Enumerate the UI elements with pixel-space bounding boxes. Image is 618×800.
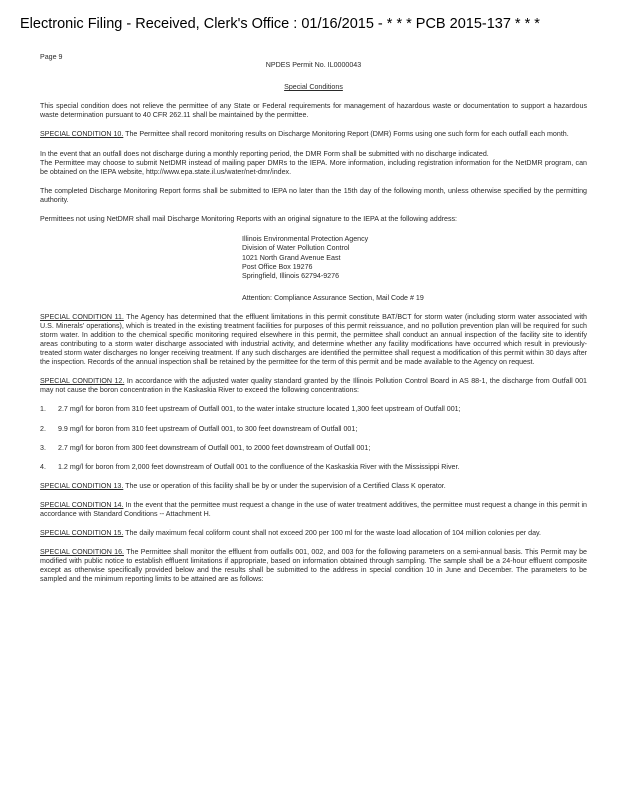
filing-header: Electronic Filing - Received, Clerk's Office : 01/16/2015 - * * * PCB 2015-137 * * * bbox=[20, 16, 540, 32]
address-line: Springfield, Illinois 62794-9276 bbox=[242, 272, 340, 281]
list-number: 1. bbox=[40, 405, 46, 414]
condition-text: The Agency has determined that the effluent limitations in this permit constitute BAT/BCT for storm water (including storm water associated with U.S. Minerals' operations), which is treated in the existing treatment facilities for purposes of this permit reissuance, and no pollution prevention plan will be required for such storm water. In addition to the chemical specific monitoring required elsewhere in this permit, the permittee shall conduct an annual inspection of the facility site to identify areas contributing to a storm water discharge associated with industrial activity, and determine whether any facility modifications have occurred which result in previously-treated storm water discharges no longer receiving treatment. If any such discharges are identified the permittee shall request a modification of this permit within 30 days after the inspection. Records of the annual inspection shall be retained by the permittee for the term of this permit and be made available to the Agency on request. bbox=[40, 312, 587, 367]
condition-text: The daily maximum fecal coliform count shall not exceed 200 per 100 ml for the waste load allocation of 104 million colonies per day. bbox=[123, 529, 542, 538]
list-number: 4. bbox=[40, 462, 46, 471]
list-text: 2.7 mg/l for boron from 310 feet upstream of Outfall 001, to the water intake structure located 1,300 feet upstream of Outfall 001; bbox=[58, 405, 461, 414]
sc10-deadline-paragraph: The completed Discharge Monitoring Report forms shall be submitted to IEPA no later than the 15th day of the following month, unless otherwise specified by the permitting authority. bbox=[40, 186, 587, 204]
mailing-address bbox=[242, 235, 587, 281]
address-line: Post Office Box 19276 bbox=[242, 263, 313, 272]
list-text: 2.7 mg/l for boron from 300 feet downstream of Outfall 001, to 2000 feet downstream of Outfall 001; bbox=[58, 443, 371, 452]
condition-text: The use or operation of this facility shall be by or under the supervision of a Certified Class K operator. bbox=[123, 481, 446, 490]
special-condition-13 bbox=[40, 482, 587, 491]
condition-label: SPECIAL CONDITION 10. bbox=[40, 130, 124, 139]
boron-limits-list bbox=[40, 405, 587, 471]
address-line: 1021 North Grand Avenue East bbox=[242, 253, 341, 262]
condition-label: SPECIAL CONDITION 12. bbox=[40, 377, 125, 386]
list-item bbox=[40, 463, 587, 472]
list-item bbox=[40, 405, 587, 414]
special-condition-16 bbox=[40, 548, 587, 584]
list-text: 9.9 mg/l for boron from 310 feet upstream of Outfall 001, to 300 feet downstream of Outfall 001; bbox=[58, 424, 358, 433]
address-line: Division of Water Pollution Control bbox=[242, 244, 350, 253]
list-text: 1.2 mg/l for boron from 2,000 feet downstream of Outfall 001 to the confluence of the Kaskaskia River with the Mississippi River. bbox=[58, 462, 460, 471]
condition-text: In the event that the permittee must request a change in the use of water treatment additives, the permittee must request a change in this permit in accordance with Standard Conditions -- Attachment H. bbox=[40, 500, 587, 519]
sc10-no-discharge-paragraph: In the event that an outfall does not discharge during a monthly reporting period, the DMR Form shall be submitted with no discharge indicated. bbox=[40, 149, 489, 158]
permit-number: NPDES Permit No. IL0000043 bbox=[265, 61, 362, 70]
special-condition-10 bbox=[40, 130, 587, 139]
sc10-mail-paragraph: Permittees not using NetDMR shall mail Discharge Monitoring Reports with an original signature to the IEPA at the following address: bbox=[40, 215, 458, 224]
document-page bbox=[40, 53, 587, 585]
condition-label: SPECIAL CONDITION 16. bbox=[40, 548, 125, 557]
intro-paragraph: This special condition does not relieve the permittee of any State or Federal requirements for management of hazardous waste or documentation to support a hazardous waste determination pursuant to 40 CFR 262.11 shall be maintained by the permittee. bbox=[40, 102, 587, 120]
sc10-netdmr-paragraph: The Permittee may choose to submit NetDMR instead of mailing paper DMRs to the IEPA. More information, including registration information for the NetDMR program, can be obtained on the IEPA website, http://www.epa.state.il.us/water/net-dmr/index. bbox=[40, 158, 587, 176]
special-condition-14 bbox=[40, 501, 587, 519]
section-title: Special Conditions bbox=[284, 83, 343, 92]
condition-text: The Permittee shall monitor the effluent from outfalls 001, 002, and 003 for the following parameters on a semi-annual basis. This Permit may be modified with public notice to establish effluent limitations if appropriate, based on information obtained through sampling. The sample shall be a 24-hour effluent composite except as otherwise specifically provided below and the results shall be submitted to the address in special condition 10 in June and December. The parameters to be sampled and the minimum reporting limits to be attained are as follows: bbox=[40, 548, 588, 584]
special-condition-11 bbox=[40, 313, 587, 368]
attention-line: Attention: Compliance Assurance Section, Mail Code # 19 bbox=[242, 293, 424, 302]
list-item bbox=[40, 425, 587, 434]
special-condition-15 bbox=[40, 529, 587, 538]
condition-label: SPECIAL CONDITION 13. bbox=[40, 481, 124, 490]
condition-text: In accordance with the adjusted water quality standard granted by the Illinois Pollution Control Board in AS 88-1, the discharge from Outfall 001 may not cause the boron concentration in the Kaskaskia River to exceed the following concentrations: bbox=[40, 377, 588, 395]
list-item bbox=[40, 444, 587, 453]
address-line: Illinois Environmental Protection Agency bbox=[242, 235, 369, 244]
condition-label: SPECIAL CONDITION 11. bbox=[40, 312, 124, 321]
condition-label: SPECIAL CONDITION 15. bbox=[40, 529, 124, 538]
special-condition-12 bbox=[40, 377, 587, 395]
condition-label: SPECIAL CONDITION 14. bbox=[40, 500, 124, 509]
list-number: 2. bbox=[40, 424, 46, 433]
list-number: 3. bbox=[40, 443, 46, 452]
condition-text: The Permittee shall record monitoring results on Discharge Monitoring Report (DMR) Forms using one such form for each outfall each month. bbox=[123, 130, 569, 139]
page-number: Page 9 bbox=[40, 53, 63, 61]
